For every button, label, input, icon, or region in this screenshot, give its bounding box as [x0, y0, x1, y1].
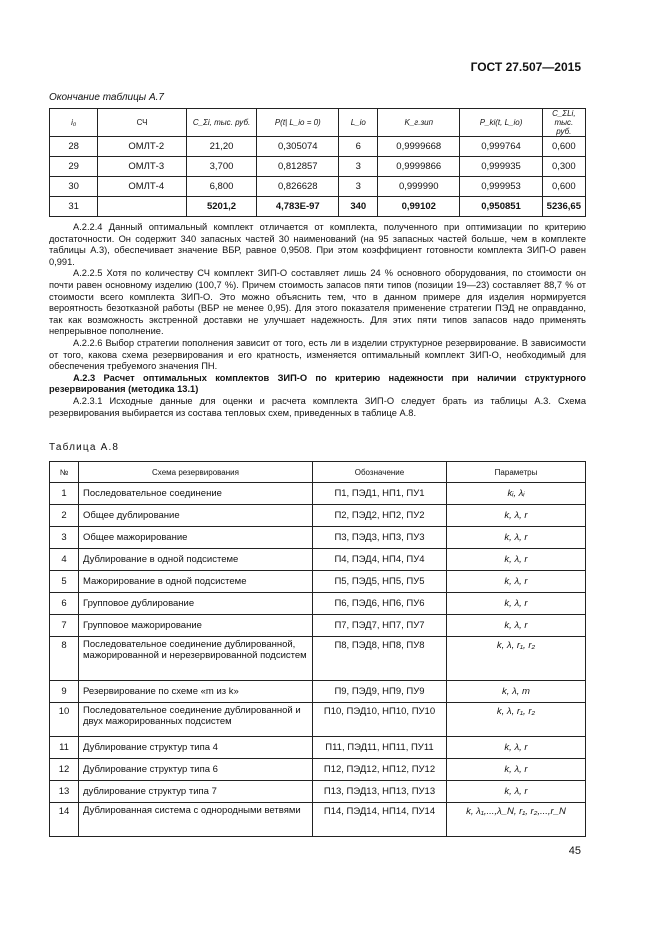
- table-cell: 0,999953: [460, 177, 542, 197]
- table-cell: 6: [50, 593, 79, 615]
- col-header: C_ΣLi, тыс. руб.: [542, 109, 585, 137]
- table-cell: Дублированная система с однородными ветвями: [79, 803, 313, 837]
- table-cell: дублирование структур типа 7: [79, 781, 313, 803]
- table-7-caption: Окончание таблицы А.7: [49, 92, 164, 103]
- body-text: [49, 222, 586, 419]
- table-cell: П8, ПЭД8, НП8, ПУ8: [313, 637, 447, 681]
- table-cell: 0,812857: [257, 157, 339, 177]
- table-cell: kᵢ, λᵢ: [447, 483, 586, 505]
- table-row: [50, 615, 586, 637]
- table-cell: П14, ПЭД14, НП14, ПУ14: [313, 803, 447, 837]
- table-cell: 1: [50, 483, 79, 505]
- table-cell: П5, ПЭД5, НП5, ПУ5: [313, 571, 447, 593]
- table-cell: ОМЛТ-4: [98, 177, 187, 197]
- table-cell: Групповое дублирование: [79, 593, 313, 615]
- table-cell: 8: [50, 637, 79, 681]
- table-cell: 9: [50, 681, 79, 703]
- table-cell: k, λ, r: [447, 571, 586, 593]
- table-header-row: [50, 462, 586, 483]
- table-cell: 3: [339, 177, 378, 197]
- table-cell: Мажорирование в одной подсистеме: [79, 571, 313, 593]
- col-header: №: [50, 462, 79, 483]
- table-cell: П4, ПЭД4, НП4, ПУ4: [313, 549, 447, 571]
- table-row: [50, 549, 586, 571]
- table-cell: 0,999990: [378, 177, 460, 197]
- paragraph: А.2.3.1 Исходные данные для оценки и расчета комплекта ЗИП-О следует брать из таблицы А.3. Схема резервирования выбирается из состава тепловых схем, приведенных в таблице А.8.: [49, 395, 586, 418]
- table-cell: 14: [50, 803, 79, 837]
- table-row: [50, 157, 586, 177]
- table-row: [50, 505, 586, 527]
- table-cell: П13, ПЭД13, НП13, ПУ13: [313, 781, 447, 803]
- table-cell: k, λ, r: [447, 527, 586, 549]
- table-cell: k, λ, r: [447, 505, 586, 527]
- table-cell: 0,999935: [460, 157, 542, 177]
- table-cell: Последовательное соединение дублированной, мажорированной и нерезервированной подсистем: [79, 637, 313, 681]
- table-cell: 2: [50, 505, 79, 527]
- col-header: СЧ: [98, 109, 187, 137]
- col-header: Обозначение: [313, 462, 447, 483]
- table-cell: k, λ, r: [447, 781, 586, 803]
- table-cell: П1, ПЭД1, НП1, ПУ1: [313, 483, 447, 505]
- table-cell: П11, ПЭД11, НП11, ПУ11: [313, 737, 447, 759]
- table-a8: [49, 461, 586, 837]
- table-cell: 0,305074: [257, 137, 339, 157]
- section-heading: А.2.3 Расчет оптимальных комплектов ЗИП-О по критерию надежности при наличии структурного резервирования (методика 13.1): [49, 372, 586, 395]
- table-row: [50, 593, 586, 615]
- table-cell: Дублирование структур типа 4: [79, 737, 313, 759]
- table-cell: k, λ, r₁, r₂: [447, 637, 586, 681]
- col-header: P_ki(t, L_io): [460, 109, 542, 137]
- table-cell: k, λ₁,...,λ_N, r₁, r₂,...,r_N: [447, 803, 586, 837]
- table-cell: 0,600: [542, 177, 585, 197]
- table-row: [50, 483, 586, 505]
- table-cell: 28: [50, 137, 98, 157]
- table-row: [50, 803, 586, 837]
- table-cell: 0,999764: [460, 137, 542, 157]
- col-header: C_Σi, тыс. руб.: [186, 109, 256, 137]
- table-cell: Групповое мажорирование: [79, 615, 313, 637]
- paragraph: А.2.2.4 Данный оптимальный комплект отличается от комплекта, полученного при оптимизации по критерию достаточности. Он содержит 340 запасных частей 30 наименований (на 95 запасных частей больше, чем в комплекте таблицы А.3), обеспечивает значение ВБР, равное 0,9508. При этом коэффициент готовности комплекта ЗИП-О равен 0,991.: [49, 222, 586, 267]
- table-total-row: [50, 197, 586, 217]
- col-header: P(t| L_io = 0): [257, 109, 339, 137]
- table-cell: 10: [50, 703, 79, 737]
- table-cell: Общее дублирование: [79, 505, 313, 527]
- table-row: [50, 781, 586, 803]
- table-cell: 4: [50, 549, 79, 571]
- col-header: L_io: [339, 109, 378, 137]
- table-row: [50, 759, 586, 781]
- table-header-row: [50, 109, 586, 137]
- table-cell: 6,800: [186, 177, 256, 197]
- table-cell: 0,950851: [460, 197, 542, 217]
- table-cell: k, λ, r: [447, 737, 586, 759]
- table-cell: 11: [50, 737, 79, 759]
- table-row: [50, 527, 586, 549]
- table-row: [50, 737, 586, 759]
- table-row: [50, 637, 586, 681]
- table-cell: П9, ПЭД9, НП9, ПУ9: [313, 681, 447, 703]
- table-cell: 5236,65: [542, 197, 585, 217]
- col-header: K_г.зип: [378, 109, 460, 137]
- table-cell: 0,9999866: [378, 157, 460, 177]
- table-cell: 5: [50, 571, 79, 593]
- paragraph: А.2.2.5 Хотя по количеству СЧ комплект ЗИП-О составляет лишь 24 % основного оборудования, по стоимости он почти равен основному изделию (100,7 %). Причем стоимость запасов пяти типов (позиции 19—23) составляет 88,7 % от стоимости всего комплекта ЗИП-О. Это можно объяснить тем, что в данном примере для изделия нормируется вероятность безотказной работы (ВБР не менее 0,95). Для этого показателя применение стратегии ПЭД не оправданно, так как возможность экстренной доставки не улучшает надежность. Для этих пяти типов запасов надо применять непрерывное пополнение.: [49, 268, 586, 337]
- table-row: [50, 681, 586, 703]
- table-cell: 0,600: [542, 137, 585, 157]
- table-cell: ОМЛТ-3: [98, 157, 187, 177]
- table-cell: 340: [339, 197, 378, 217]
- table-cell: ОМЛТ-2: [98, 137, 187, 157]
- table-cell: 7: [50, 615, 79, 637]
- table-cell: П6, ПЭД6, НП6, ПУ6: [313, 593, 447, 615]
- table-cell: П10, ПЭД10, НП10, ПУ10: [313, 703, 447, 737]
- table-cell: 29: [50, 157, 98, 177]
- table-8-caption: Таблица А.8: [49, 442, 120, 453]
- table-cell: k, λ, r: [447, 759, 586, 781]
- table-a7: [49, 108, 586, 217]
- table-cell: Последовательное соединение дублированной и двух мажорированных подсистем: [79, 703, 313, 737]
- col-header: Схема резервирования: [79, 462, 313, 483]
- table-cell: Общее мажорирование: [79, 527, 313, 549]
- table-cell: Последовательное соединение: [79, 483, 313, 505]
- table-cell: 21,20: [186, 137, 256, 157]
- table-cell: 3: [50, 527, 79, 549]
- table-cell: П2, ПЭД2, НП2, ПУ2: [313, 505, 447, 527]
- table-cell: 13: [50, 781, 79, 803]
- table-cell: [98, 197, 187, 217]
- table-row: [50, 177, 586, 197]
- table-cell: 5201,2: [186, 197, 256, 217]
- table-cell: П12, ПЭД12, НП12, ПУ12: [313, 759, 447, 781]
- table-cell: Дублирование в одной подсистеме: [79, 549, 313, 571]
- table-cell: k, λ, r: [447, 615, 586, 637]
- table-cell: 31: [50, 197, 98, 217]
- table-cell: 3: [339, 157, 378, 177]
- col-header: Параметры: [447, 462, 586, 483]
- table-cell: k, λ, r₁, r₂: [447, 703, 586, 737]
- table-cell: Дублирование структур типа 6: [79, 759, 313, 781]
- table-cell: П3, ПЭД3, НП3, ПУ3: [313, 527, 447, 549]
- table-row: [50, 137, 586, 157]
- table-cell: 3,700: [186, 157, 256, 177]
- table-row: [50, 571, 586, 593]
- paragraph: А.2.2.6 Выбор стратегии пополнения зависит от того, есть ли в изделии структурное резервирование. В зависимости от того, какова схема резервирования и его кратность, изменяется оптимальный комплект ЗИП-О, необходимый для обеспечения требуемого значения ПН.: [49, 337, 586, 372]
- table-cell: Резервирование по схеме «m из k»: [79, 681, 313, 703]
- table-cell: 0,300: [542, 157, 585, 177]
- table-cell: П7, ПЭД7, НП7, ПУ7: [313, 615, 447, 637]
- page-number: 45: [568, 845, 581, 857]
- table-row: [50, 703, 586, 737]
- table-cell: k, λ, r: [447, 593, 586, 615]
- table-cell: 30: [50, 177, 98, 197]
- table-cell: 4,783Е-97: [257, 197, 339, 217]
- table-cell: 0,99102: [378, 197, 460, 217]
- table-cell: k, λ, r: [447, 549, 586, 571]
- table-cell: k, λ, m: [447, 681, 586, 703]
- table-cell: 12: [50, 759, 79, 781]
- col-header: i₀: [50, 109, 98, 137]
- standard-number: ГОСТ 27.507—2015: [470, 60, 581, 74]
- table-cell: 0,826628: [257, 177, 339, 197]
- table-cell: 6: [339, 137, 378, 157]
- table-cell: 0,9999668: [378, 137, 460, 157]
